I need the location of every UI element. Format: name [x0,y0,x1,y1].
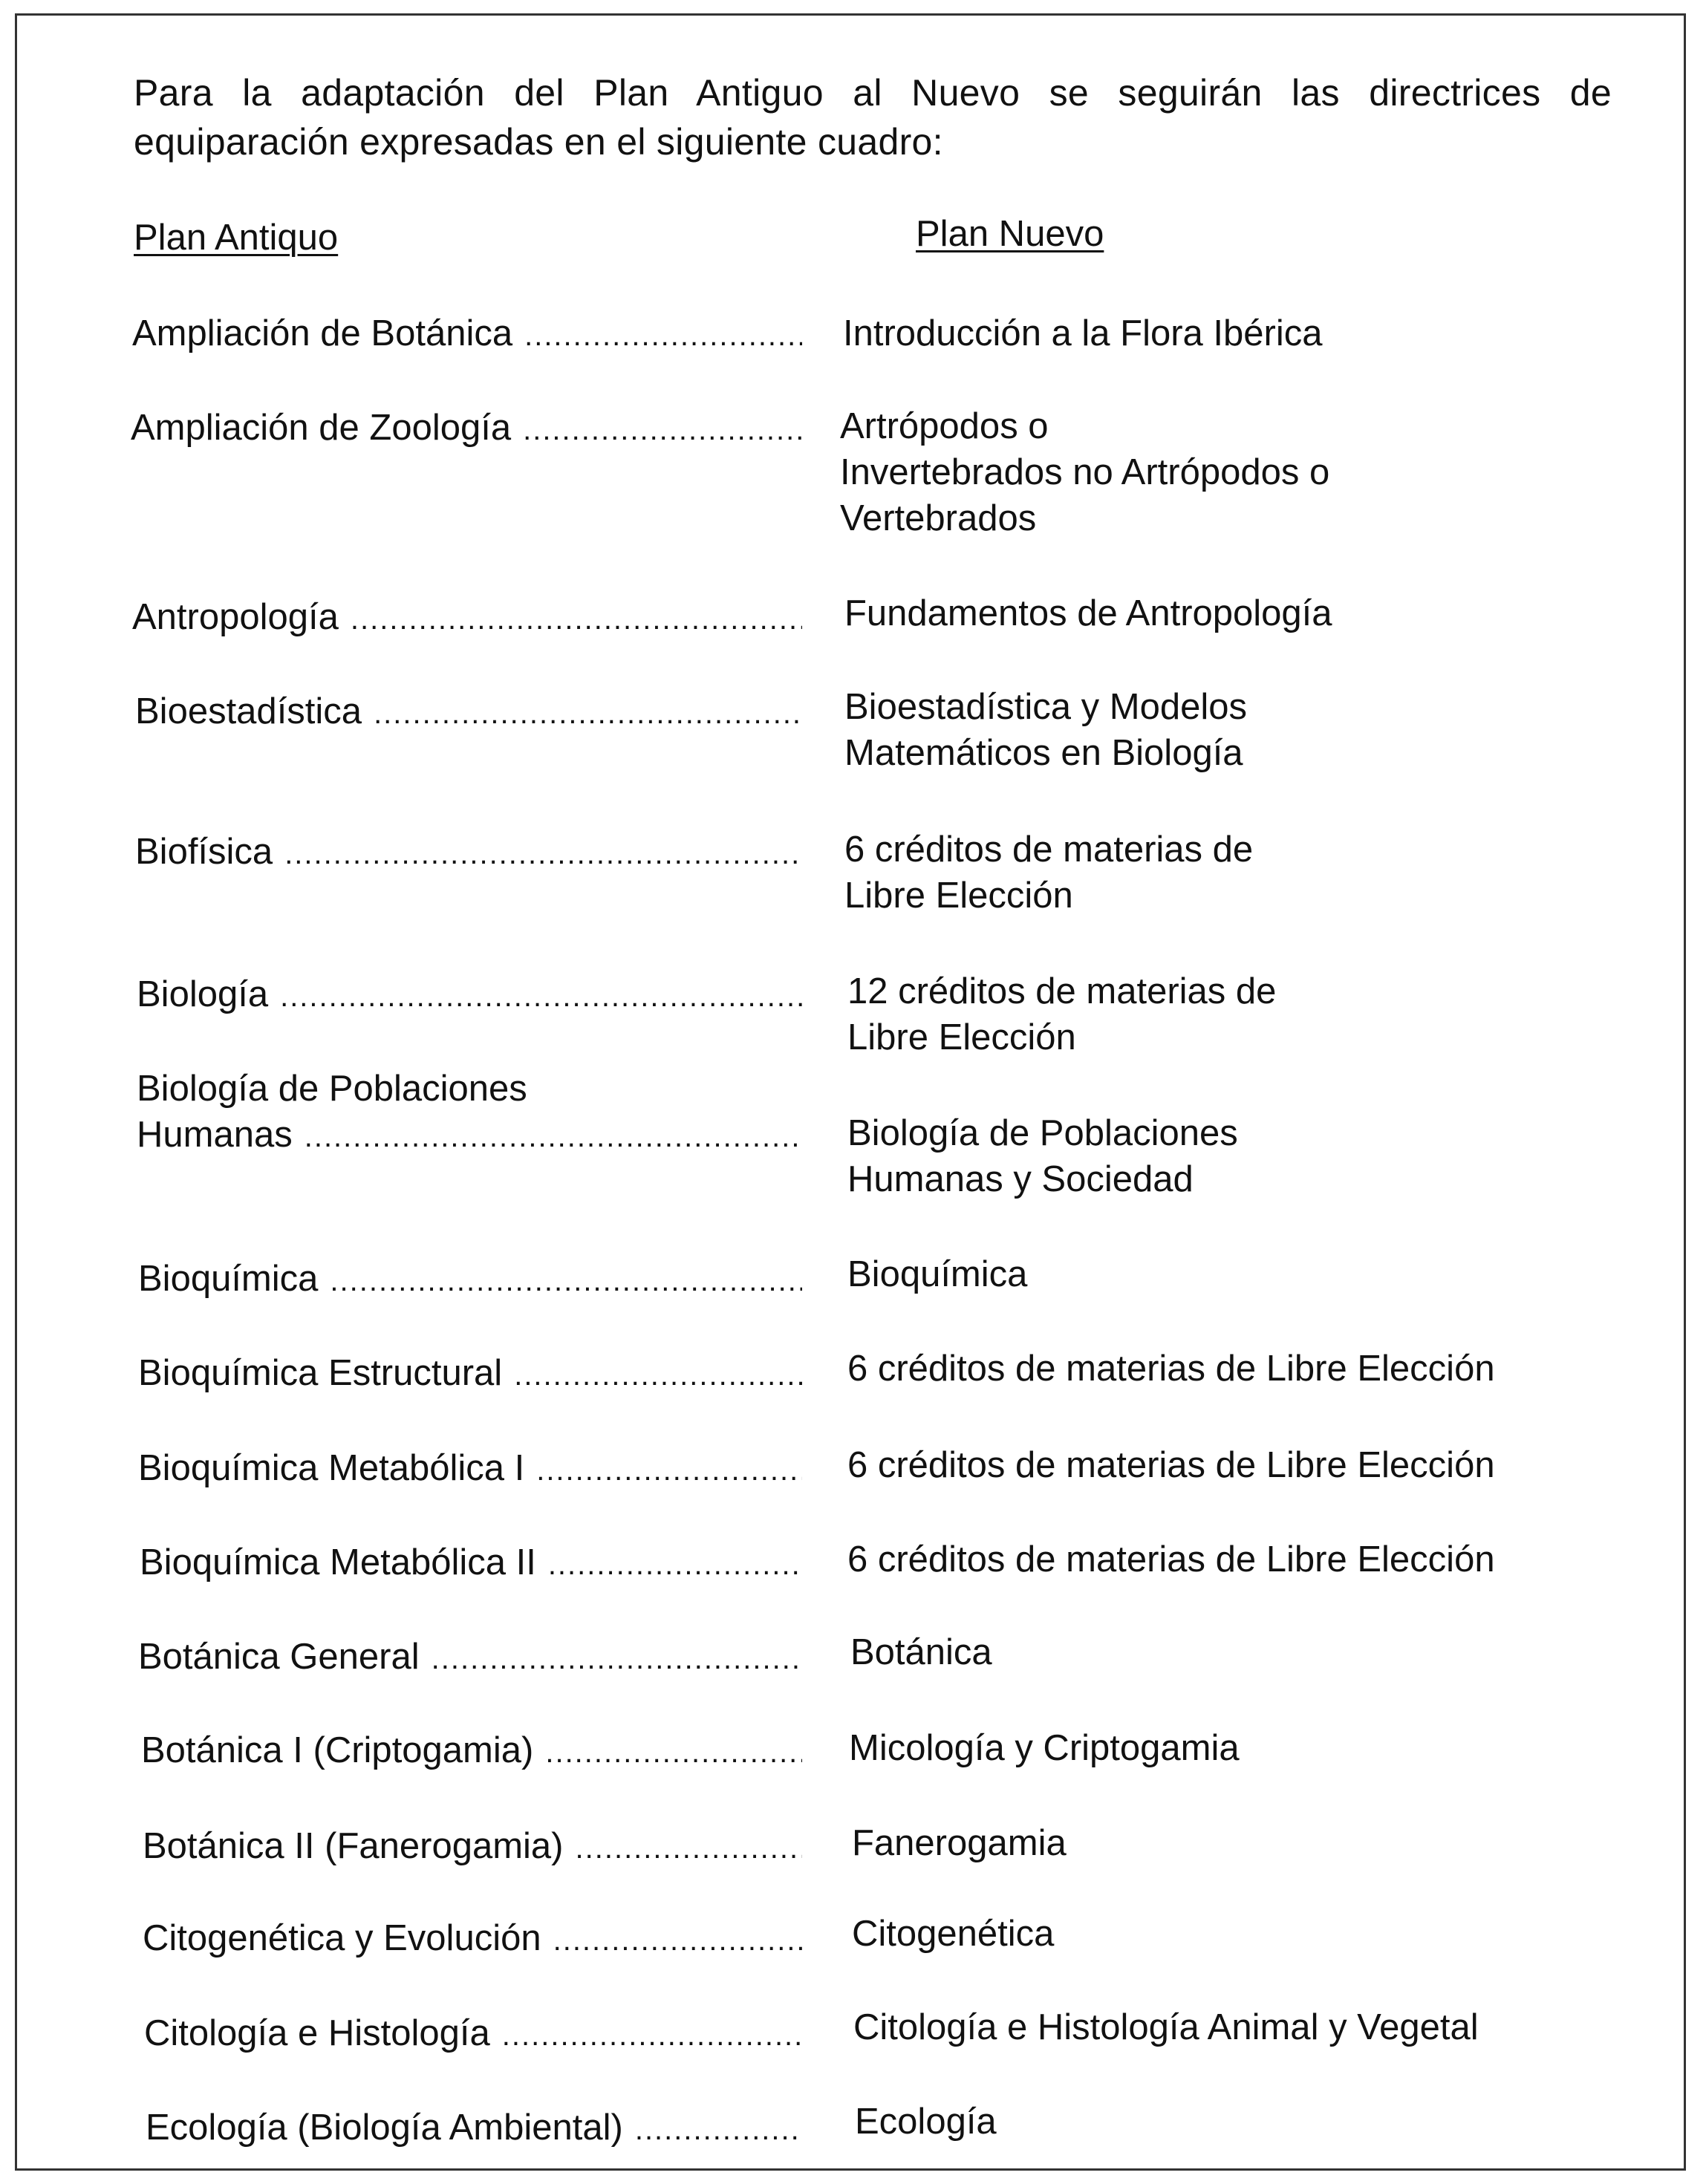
old-subject-name: Citogenética y Evolución [143,1918,541,1958]
new-subject [853,2004,1596,2050]
old-subject [143,1915,802,1963]
new-subject-line: Ecología [855,2102,997,2142]
old-subject [132,310,802,359]
new-subject [844,590,1587,636]
old-subject [144,2010,802,2058]
new-subject [847,1442,1590,1488]
dot-leader [548,1542,802,1588]
new-subject-line: Artrópodos o [840,406,1049,446]
old-subject-line [144,2010,802,2058]
dot-leader [284,831,802,877]
intro-paragraph: Para la adaptación del Plan Antiguo al Nuevo se seguirán las directrices de equiparación expresadas en el siguiente cuadro: [134,72,1612,163]
dot-leader [524,313,802,359]
new-subject [847,1110,1590,1202]
old-subject-name: Biología [137,974,269,1014]
old-subject [140,1539,802,1588]
dot-leader [330,1258,802,1304]
old-subject-name: Bioquímica Estructural [138,1353,503,1393]
new-subject-line: 12 créditos de materias de [847,971,1277,1011]
dot-leader [502,2012,802,2058]
old-subject [138,1445,802,1493]
old-subject-name: Botánica General [138,1637,420,1677]
new-subject [840,403,1583,541]
old-subject-line [135,688,802,737]
old-subject [138,1256,802,1304]
new-subject [844,827,1587,919]
old-subject-name: Humanas [137,1115,293,1155]
old-subject [138,1634,802,1682]
dot-leader [514,1352,802,1398]
old-subject-name: Bioestadística [135,691,362,731]
new-plan-header: Plan Nuevo [916,214,1104,254]
old-subject-line [143,1915,802,1963]
new-subject [852,1911,1595,1957]
old-subject-line [138,1256,802,1304]
old-plan-header: Plan Antiquo [134,218,339,258]
new-subject-line: Libre Elección [844,876,1073,916]
new-subject-line: Botánica [850,1632,992,1672]
dot-leader [351,596,802,642]
dot-leader [576,1825,803,1871]
dot-leader [536,1447,802,1493]
new-subject [850,1629,1593,1675]
new-subject-line: Fanerogamia [852,1823,1067,1863]
old-subject [143,1823,802,1871]
dot-leader [374,691,802,737]
new-subject [855,2099,1598,2145]
old-subject-name: Antropología [132,597,339,637]
new-subject-line: Libre Elección [847,1017,1076,1057]
old-subject-name: Ecología (Biología Ambiental) [146,2108,623,2148]
new-subject-line: Humanas y Sociedad [847,1159,1194,1199]
old-subject-line [146,2105,802,2153]
old-subject-line [132,310,802,359]
old-subject-line [141,1727,802,1776]
new-subject-line: 6 créditos de materias de Libre Elección [847,1539,1495,1580]
old-subject-name: Botánica I (Criptogamia) [141,1730,534,1770]
new-subject [847,1536,1590,1582]
new-subject-line: 6 créditos de materias de Libre Elección [847,1445,1495,1485]
old-subject-line [138,1445,802,1493]
old-subject-name: Bioquímica [138,1259,319,1299]
new-subject [847,968,1590,1060]
dot-leader [280,974,802,1020]
new-subject [843,310,1586,356]
dot-leader [305,1114,802,1160]
old-subject [137,971,802,1020]
old-subject-name: Botánica II (Fanerogamia) [143,1826,564,1866]
new-subject-line: Bioquímica [847,1254,1028,1294]
old-subject [141,1727,802,1776]
old-subject-name: Bioquímica Metabólica II [140,1542,536,1582]
old-subject [132,594,802,642]
new-subject-line: Micología y Criptogamia [849,1728,1240,1768]
old-subject-name: Bioquímica Metabólica I [138,1448,525,1488]
new-subject-line: Bioestadística y Modelos [844,687,1247,727]
new-subject-line: Citología e Histología Animal y Vegetal [853,2007,1479,2047]
new-subject [849,1725,1592,1771]
new-subject [852,1820,1595,1866]
old-subject-line [137,1066,802,1112]
old-subject-line [138,1350,802,1398]
dot-leader [545,1730,802,1776]
old-subject-line [132,594,802,642]
old-subject-name: Ampliación de Zoología [131,408,512,448]
new-subject-line: Fundamentos de Antropología [844,593,1332,633]
old-subject [146,2105,802,2153]
old-subject-name: Biología de Poblaciones [137,1069,527,1109]
new-subject-line: Vertebrados [840,498,1037,538]
old-subject-line [143,1823,802,1871]
old-subject [131,405,802,453]
old-subject [135,829,802,877]
new-subject-line: Introducción a la Flora Ibérica [843,313,1323,353]
old-subject-line [131,405,802,453]
new-subject-line: 6 créditos de materias de [844,829,1254,870]
new-subject-line: Matemáticos en Biología [844,733,1243,773]
old-subject-line [137,971,802,1020]
new-subject [847,1346,1590,1392]
new-subject-line: 6 créditos de materias de Libre Elección [847,1349,1495,1389]
old-subject [137,1066,802,1160]
old-subject-line [137,1112,802,1160]
new-subject [844,684,1587,776]
old-subject-line [135,829,802,877]
dot-leader [553,1917,802,1963]
old-subject [135,688,802,737]
old-subject-name: Biofísica [135,832,273,872]
old-subject-line [138,1634,802,1682]
dot-leader [432,1636,802,1682]
old-subject-name: Citología e Histología [144,2013,490,2053]
dot-leader [523,407,802,453]
old-subject [138,1350,802,1398]
new-subject-line: Biología de Poblaciones [847,1113,1238,1153]
new-subject [847,1251,1590,1297]
old-subject-name: Ampliación de Botánica [132,313,513,353]
new-subject-line: Invertebrados no Artrópodos o [840,452,1330,492]
dot-leader [635,2107,802,2153]
new-subject-line: Citogenética [852,1914,1055,1954]
old-subject-line [140,1539,802,1588]
